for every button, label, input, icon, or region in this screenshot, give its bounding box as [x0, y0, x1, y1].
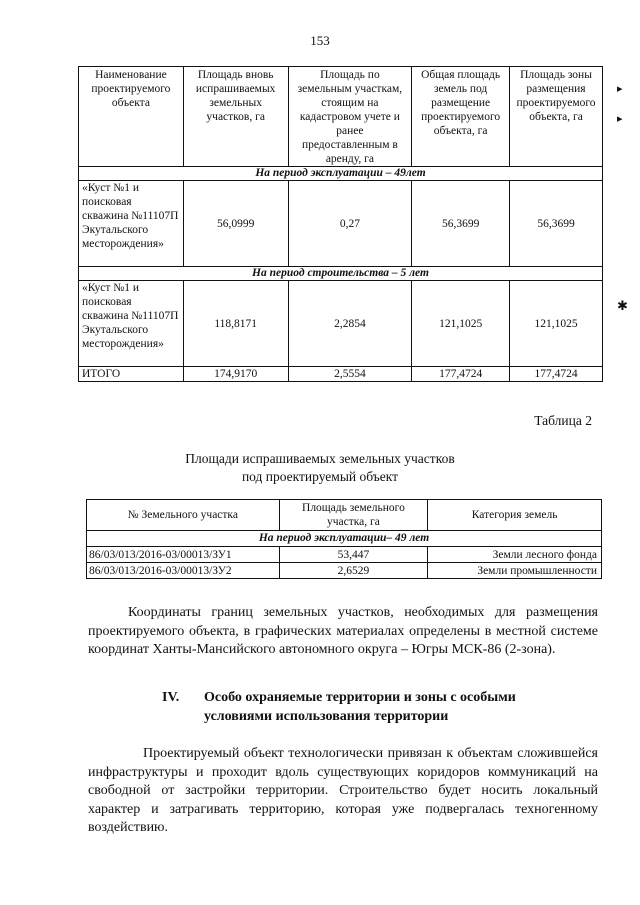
cell-total-cadastral-area: 2,5554: [288, 367, 412, 382]
cell-plot-area: 53,447: [279, 547, 428, 563]
table-header-row: [79, 67, 603, 167]
header-total-area: Общая площадь земель под размещение проектируемого объекта, га: [412, 67, 510, 167]
table-2-title-line-2: под проектируемый объект: [241, 469, 399, 484]
period-construction: На период строительства – 5 лет: [79, 267, 603, 281]
cell-total-total-area: 177,4724: [412, 367, 510, 382]
total-row: [79, 367, 603, 382]
cell-cadastral-area: 2,2854: [288, 281, 412, 367]
header-zone-area: Площадь зоны размещения проектируемого объекта, га: [510, 67, 603, 167]
period-row: [79, 267, 603, 281]
table-row: [87, 563, 602, 579]
cell-total-label: ИТОГО: [79, 367, 184, 382]
scan-mark-icon: ✱: [617, 298, 628, 313]
header-object-name: Наименование проектируемого объекта: [79, 67, 184, 167]
header-plot-number: № Земельного участка: [87, 500, 280, 531]
table-row: [79, 181, 603, 267]
table-2-title: [0, 450, 640, 486]
cell-total-new-area: 174,9170: [183, 367, 288, 382]
cell-land-category: Земли лесного фонда: [428, 547, 602, 563]
section-number: IV.: [162, 690, 180, 705]
table-header-row: [87, 500, 602, 531]
land-plots-table: [86, 499, 602, 579]
table-row: [79, 281, 603, 367]
cell-new-area: 118,8171: [183, 281, 288, 367]
scan-mark-icon: ▸: [617, 83, 623, 95]
table-2-label: Таблица 2: [534, 413, 592, 428]
scan-mark-icon: ▸: [617, 113, 623, 125]
cell-total-area: 121,1025: [412, 281, 510, 367]
table-row: [87, 547, 602, 563]
period-operation: На период эксплуатации – 49лет: [79, 167, 603, 181]
cell-zone-area: 121,1025: [510, 281, 603, 367]
table-2-title-line-1: Площади испрашиваемых земельных участков: [185, 451, 455, 466]
cell-plot-area: 2,6529: [279, 563, 428, 579]
header-cadastral-area: Площадь по земельным участкам, стоящим на кадастровом учете и ранее предоставленным в аренду, га: [288, 67, 412, 167]
cell-plot-number: 86/03/013/2016-03/00013/ЗУ2: [87, 563, 280, 579]
header-new-area: Площадь вновь испрашиваемых земельных участков, га: [183, 67, 288, 167]
cell-cadastral-area: 0,27: [288, 181, 412, 267]
cell-object: «Куст №1 и поисковая скважина №11107П Экутальского месторождения»: [79, 181, 184, 267]
cell-total-zone-area: 177,4724: [510, 367, 603, 382]
header-land-category: Категория земель: [428, 500, 602, 531]
land-area-table: [78, 66, 603, 382]
cell-plot-number: 86/03/013/2016-03/00013/ЗУ1: [87, 547, 280, 563]
period-row: [79, 167, 603, 181]
period-row: [87, 531, 602, 547]
cell-land-category: Земли промышленности: [428, 563, 602, 579]
section-title: Особо охраняемые территории и зоны с особыми условиями использования территории: [204, 690, 516, 724]
cell-total-area: 56,3699: [412, 181, 510, 267]
cell-new-area: 56,0999: [183, 181, 288, 267]
coordinates-paragraph: Координаты границ земельных участков, необходимых для размещения проектируемого объекта, в графических материалах определены в местной системе координат Ханты-Мансийского автономного округа – Югры МСК-86 (2-зона).: [88, 605, 598, 657]
cell-object: «Куст №1 и поисковая скважина №11107П Экутальского месторождения»: [79, 281, 184, 367]
page-number: 153: [310, 33, 330, 48]
header-plot-area: Площадь земельного участка, га: [279, 500, 428, 531]
cell-zone-area: 56,3699: [510, 181, 603, 267]
period-operation: На период эксплуатации– 49 лет: [87, 531, 602, 547]
technology-paragraph: Проектируемый объект технологически привязан к объектам сложившейся инфраструктуры и проходит вдоль существующих коридоров коммуникаций на свободной от застройки территории. Строительство будет носить локальный характер и затрагивать территорию, которая уже подвергалась техногенному воздействию.: [88, 746, 598, 835]
